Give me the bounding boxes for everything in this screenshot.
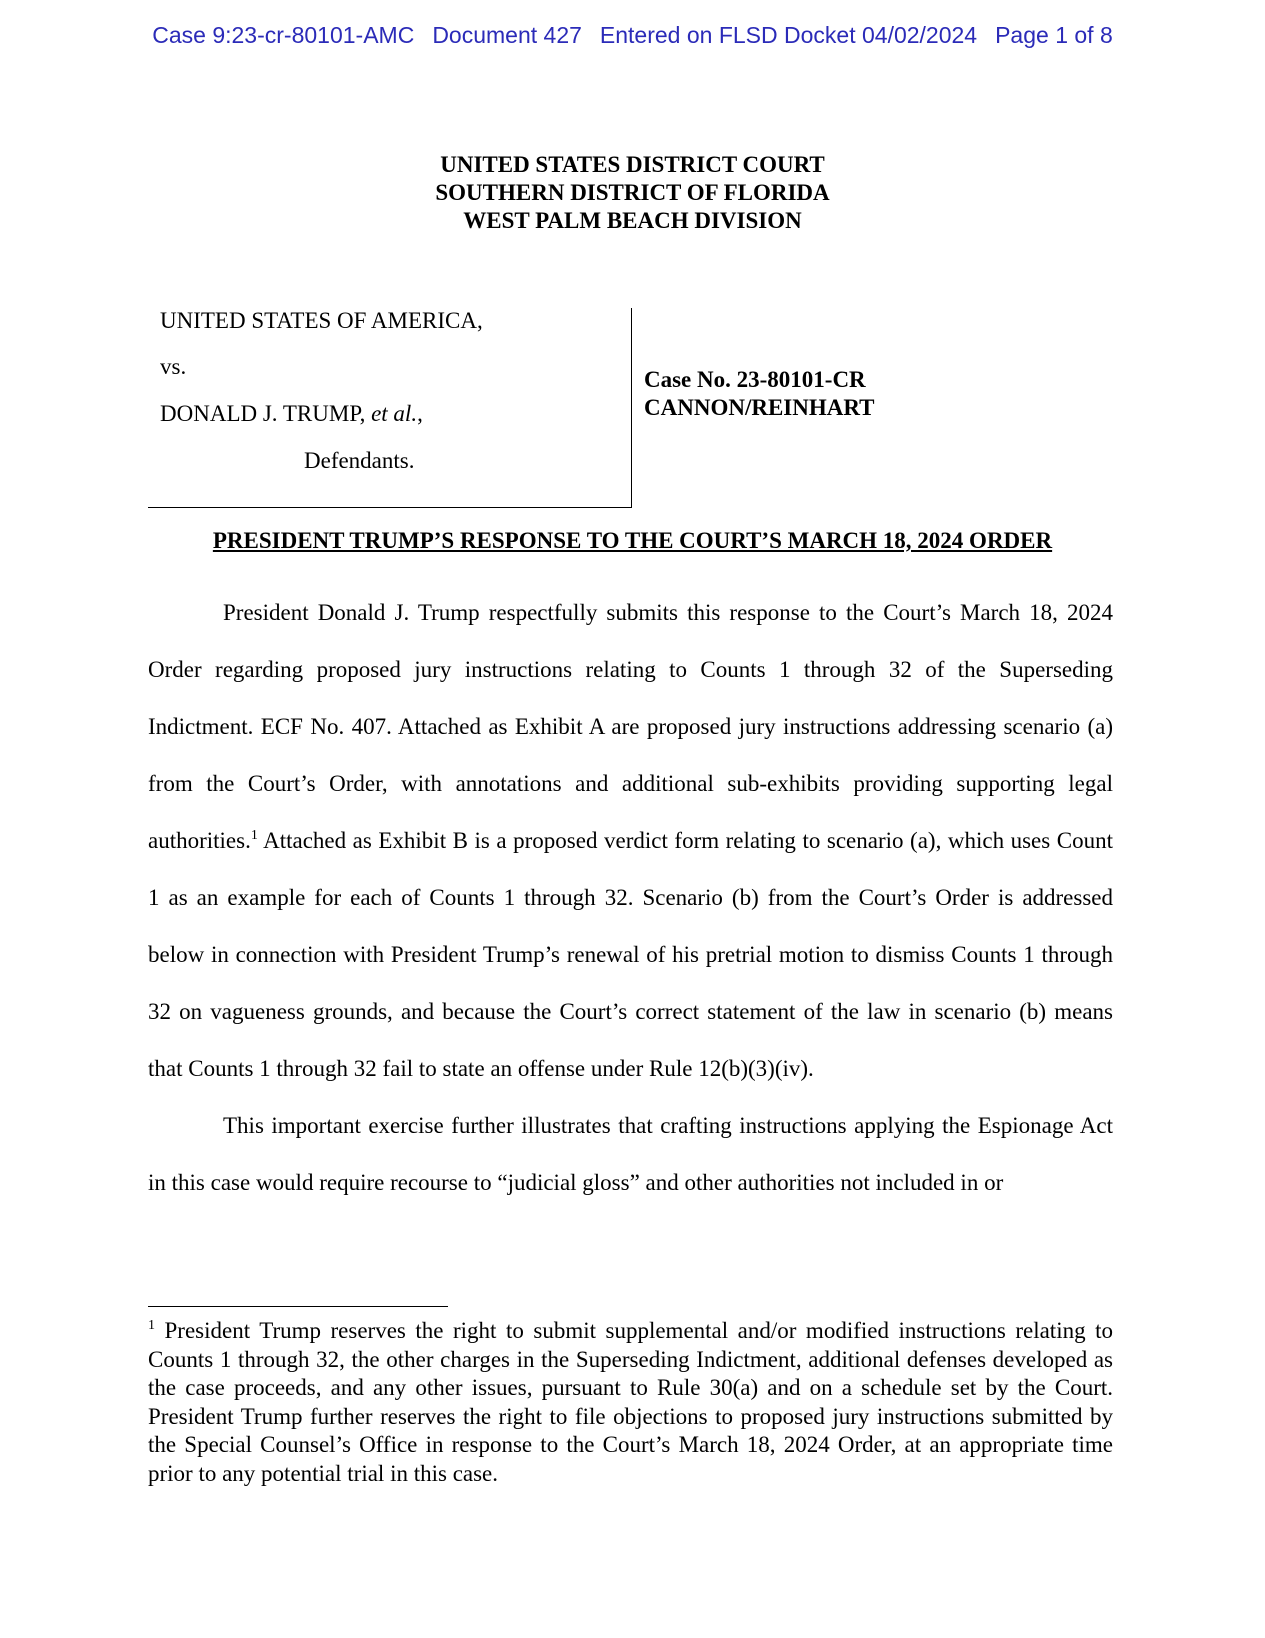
plaintiff-name: UNITED STATES OF AMERICA, xyxy=(160,308,483,333)
body-text xyxy=(148,584,1113,1211)
docket-page-number: Page 1 of 8 xyxy=(995,22,1113,48)
body-paragraph-2: This important exercise further illustrates that crafting instructions applying the Espionage Act in this case would require recourse to “judicial gloss” and other authorities not included in or xyxy=(148,1113,1113,1195)
versus-label: vs. xyxy=(160,354,187,379)
assigned-judges: CANNON/REINHART xyxy=(644,395,875,420)
docket-header xyxy=(0,22,1265,49)
case-number: Case No. 23-80101-CR xyxy=(644,367,866,392)
case-caption-parties xyxy=(148,308,632,508)
docket-entry-date: Entered on FLSD Docket 04/02/2024 xyxy=(599,22,978,48)
court-heading xyxy=(0,151,1265,235)
case-caption-number xyxy=(644,366,874,422)
footnote-text: President Trump reserves the right to submit supplemental and/or modified instructions relating to Counts 1 through 32, the other charges in the Superseding Indictment, additional defenses developed as the case proceeds, and any other issues, pursuant to Rule 30(a) and on a schedule set by the Court. President Trump further reserves the right to file objections to proposed jury instructions submitted by the Special Counsel’s Office in response to the Court’s March 18, 2024 Order, at an appropriate time prior to any potential trial in this case. xyxy=(148,1318,1113,1486)
court-name: UNITED STATES DISTRICT COURT xyxy=(440,152,825,177)
court-district: SOUTHERN DISTRICT OF FLORIDA xyxy=(435,180,830,205)
document-title: PRESIDENT TRUMP’S RESPONSE TO THE COURT’S MARCH 18, 2024 ORDER xyxy=(212,528,1053,553)
defendants-label: Defendants. xyxy=(304,448,415,473)
docket-case-number: Case 9:23-cr-80101-AMC xyxy=(152,22,415,48)
footnote-divider xyxy=(148,1306,448,1307)
body-paragraph-1 xyxy=(148,584,1113,1097)
footnote-reference: 1 xyxy=(250,828,258,843)
defendant-name-text: DONALD J. TRUMP, xyxy=(160,401,372,426)
footnote-marker: 1 xyxy=(148,1318,155,1333)
defendant-name xyxy=(160,401,423,427)
court-division: WEST PALM BEACH DIVISION xyxy=(463,208,802,233)
body-paragraph-1-part2: Attached as Exhibit B is a proposed verdict form relating to scenario (a), which uses Count 1 as an example for each of Counts 1 through 32. Scenario (b) from the Court’s Order is addressed below in connection with President Trump’s renewal of his pretrial motion to dismiss Counts 1 through 32 on vagueness grounds, and because the Court’s correct statement of the law in scenario (b) means that Counts 1 through 32 fail to state an offense under Rule 12(b)(3)(iv). xyxy=(148,828,1113,1081)
defendant-comma: , xyxy=(417,401,423,426)
body-paragraph-1-part1: President Donald J. Trump respectfully submits this response to the Court’s March 18, 2024 Order regarding proposed jury instructions relating to Counts 1 through 32 of the Superseding Indictment. ECF No. 407. Attached as Exhibit A are proposed jury instructions addressing scenario (a) from the Court’s Order, with annotations and additional sub-exhibits providing supporting legal authorities. xyxy=(148,600,1113,853)
docket-document-number: Document 427 xyxy=(432,22,582,48)
defendant-et-al: et al. xyxy=(371,401,418,426)
footnote xyxy=(148,1317,1113,1488)
